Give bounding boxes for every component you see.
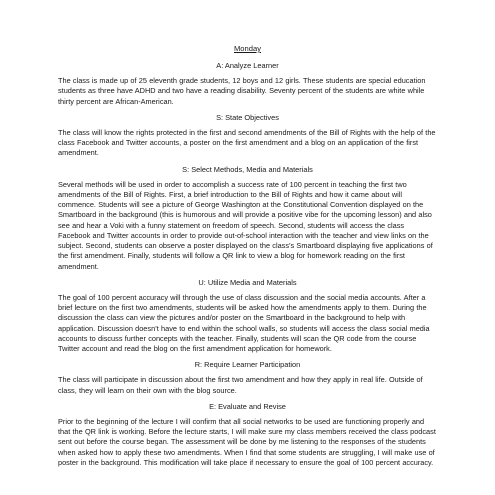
section-body-analyze-learner: The class is made up of 25 eleventh grade students, 12 boys and 12 girls. These students are special education students as three have ADHD and two have a reading disability. Seventy percent of the students are white while thirty percent are African-American. (58, 76, 426, 106)
section-heading-evaluate-revise: E: Evaluate and Revise (209, 401, 286, 411)
section-body-utilize-media: The goal of 100 percent accuracy will through the use of class discussion and the social media accounts. After a brief lecture on the first two amendments, students will be asked how the amendments apply to them. During the discussion the class can view the pictures and/or poster on the Smartboard in the background to help with application. Discussion doesn’t have to end within the school walls, so students will access the class social media accounts to discuss further concepts with the teacher. Finally, students will scan the QR code from the course Twitter account and read the blog on the first amendment application for homework. (58, 292, 430, 353)
section-heading-analyze-learner: A: Analyze Learner (216, 61, 279, 70)
section-heading-select-methods: S: Select Methods, Media and Materials (182, 164, 313, 174)
section-body-select-methods: Several methods will be used in order to accomplish a success rate of 100 percent in teaching the first two amendments of the Bill of Rights. First, a brief introduction to the Bill of Rights and how it came about will commence. Students will see a picture of George Washington at the Constitutional Convention displayed on the Smartboard in the background (this is humorous and will provide a positive vibe for the upcoming lesson) and also see and hear a Voki with a funny statement on freedom of speech. Second, students will access the class Facebook and Twitter accounts in order to provide out-of-school interaction with the teacher and view links on the subject. Second, students can observe a poster displayed on the class’s Smartboard displaying five applications of the first amendment. Finally, students will follow a QR link to view a blog for homework reading on the first amendment. (58, 179, 433, 271)
section-body-state-objectives: The class will know the rights protected in the first and second amendments of the Bill of Rights with the help of the class Facebook and Twitter accounts, a poster on the first amendment and a blog on an application of the first amendment. (58, 127, 436, 158)
section-heading-utilize-media: U: Utilize Media and Materials (198, 277, 297, 287)
section-body-require-participation: The class will participate in discussion about the first two amendment and how they apply in real life. Outside of class, they will learn on their own with the blog source. (58, 375, 423, 395)
section-heading-state-objectives: S: State Objectives (216, 112, 279, 122)
section-body-evaluate-revise: Prior to the beginning of the lecture I will confirm that all social networks to be used are functioning properly and that the QR link is working. Before the lecture starts, I will make sure my class members received the class podcast sent out before the course began. The assessment will be done by me listening to the responses of the students when asked how to apply these two amendments. When I find that some students are struggling, I will make use of poster in the background. This modification will take place if necessary to ensure the goal of 100 percent accuracy. (58, 416, 436, 467)
page-title: Monday (233, 44, 262, 53)
section-heading-require-participation: R: Require Learner Participation (194, 360, 301, 370)
